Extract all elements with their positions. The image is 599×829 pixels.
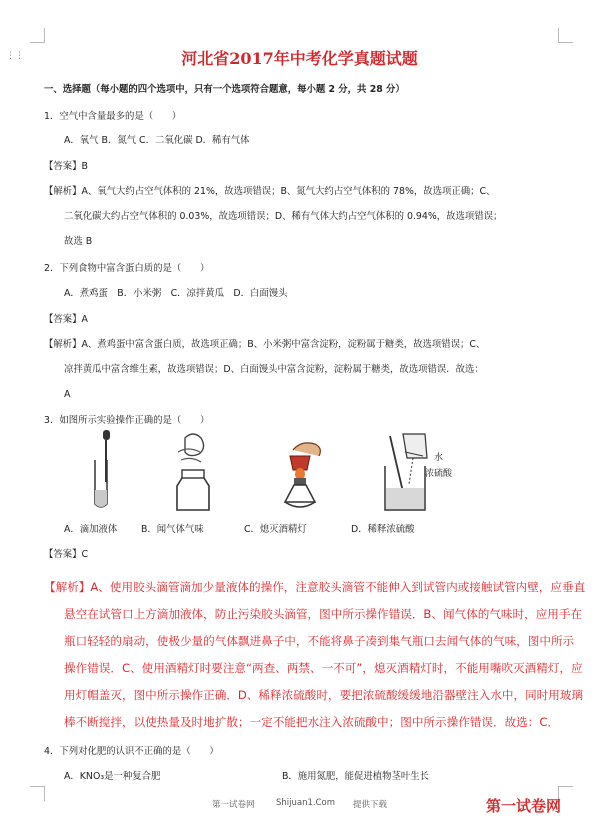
smelling-gas-figure bbox=[177, 434, 209, 510]
page-title: 河北省2017年中考化学真题试题 bbox=[181, 49, 418, 68]
question-2-stem: 2．下列食物中富含蛋白质的是（ ） bbox=[44, 263, 210, 274]
question-3-answer: 【答案】C bbox=[44, 549, 89, 560]
question-1-analysis: 故选 B bbox=[64, 236, 93, 247]
question-3-option-c: C．熄灭酒精灯 bbox=[244, 524, 307, 535]
question-4-stem: 4．下列对化肥的认识不正确的是（ ） bbox=[44, 746, 219, 757]
question-4-option-b: B．施用氮肥，能促进植物茎叶生长 bbox=[282, 771, 430, 782]
water-label: 水 bbox=[434, 453, 444, 463]
footer-download-text: 提供下载 bbox=[353, 800, 388, 810]
question-1-answer: 【答案】B bbox=[44, 161, 88, 172]
watermark-logo: 第一试卷网 bbox=[486, 797, 562, 815]
question-2-analysis: 凉拌黄瓜中富含维生素，故选项错误；D、白面馒头中富含淀粉，淀粉属于糖类，故选项错误．故选： bbox=[64, 364, 484, 375]
question-3-stem: 3．如图所示实验操作正确的是（ ） bbox=[44, 415, 210, 426]
question-2-options: A．煮鸡蛋 B．小米粥 C．凉拌黄瓜 D．白面馒头 bbox=[64, 288, 288, 299]
question-3-option-d: D．稀释浓硫酸 bbox=[351, 524, 415, 535]
question-2-analysis: 【解析】A、煮鸡蛋中富含蛋白质，故选项正确；B、小米粥中富含淀粉，淀粉属于糖类，故选项错误；C、 bbox=[44, 339, 486, 350]
footer-site-name: 第一试卷网 bbox=[212, 800, 255, 810]
question-3-figures bbox=[85, 430, 485, 512]
question-1-analysis: 【解析】A、氧气大约占空气体积的 21%，故选项错误；B、氮气大约占空气体积的 78%，故选项正确；C、 bbox=[44, 186, 496, 197]
dilute-acid-figure bbox=[385, 434, 427, 510]
alcohol-lamp-figure bbox=[285, 443, 320, 507]
question-3-option-a: A．滴加液体 bbox=[64, 524, 118, 535]
question-1-options: A．氧气 B．氮气 C．二氧化碳 D．稀有气体 bbox=[64, 135, 250, 146]
question-3-analysis: 悬空在试管口上方滴加液体，防止污染胶头滴管，图中所示操作错误．B、闻气体的气味时，应用手在 bbox=[64, 607, 583, 621]
question-3-option-b: B．闻气体气味 bbox=[141, 524, 204, 535]
dropper-test-tube-figure bbox=[95, 430, 110, 507]
question-1-analysis: 二氧化碳大约占空气体积的 0.03%，故选项错误；D、稀有气体大约占空气体积的 0.94%，故选项错误； bbox=[64, 211, 503, 222]
page-corner-mark bbox=[30, 28, 45, 43]
section-heading: 一、选择题（每小题的四个选项中，只有一个选项符合题意，每小题 2 分，共 28 分） bbox=[44, 84, 405, 95]
page-corner-mark bbox=[30, 786, 45, 801]
question-4-option-a: A．KNO₃是一种复合肥 bbox=[64, 771, 161, 782]
question-1-stem: 1．空气中含量最多的是（ ） bbox=[44, 111, 182, 122]
question-2-analysis: A bbox=[64, 389, 71, 400]
question-3-analysis: 用灯帽盖灭，图中所示操作正确．D、稀释浓硫酸时，要把浓硫酸缓缓地沿器壁注入水中，同时用玻璃 bbox=[64, 688, 584, 702]
footer-site-url[interactable]: Shijuan1.Com bbox=[276, 798, 336, 808]
question-3-analysis: 操作错误．C、使用酒精灯时要注意“两查、两禁、一不可”，熄灭酒精灯时，不能用嘴吹灭酒精灯，应 bbox=[64, 661, 583, 675]
question-3-analysis: 棒不断搅拌，以使热量及时地扩散；一定不能把水注入浓硫酸中；图中所示操作错误．故选：C． bbox=[64, 715, 560, 729]
question-3-analysis: 瓶口轻轻的扇动，使极少量的气体飘进鼻子中，不能将鼻子凑到集气瓶口去闻气体的气味，图中所示 bbox=[64, 634, 575, 648]
question-3-analysis: 【解析】A、使用胶头滴管滴加少量液体的操作，注意胶头滴管不能伸入到试管内或接触试管内壁，应垂直 bbox=[44, 580, 586, 594]
margin-drag-handle-icon[interactable]: ⋮⋮ bbox=[6, 51, 24, 61]
sulfuric-acid-label: 浓硫酸 bbox=[425, 469, 453, 479]
question-2-answer: 【答案】A bbox=[44, 314, 88, 325]
page-corner-mark bbox=[558, 28, 573, 43]
